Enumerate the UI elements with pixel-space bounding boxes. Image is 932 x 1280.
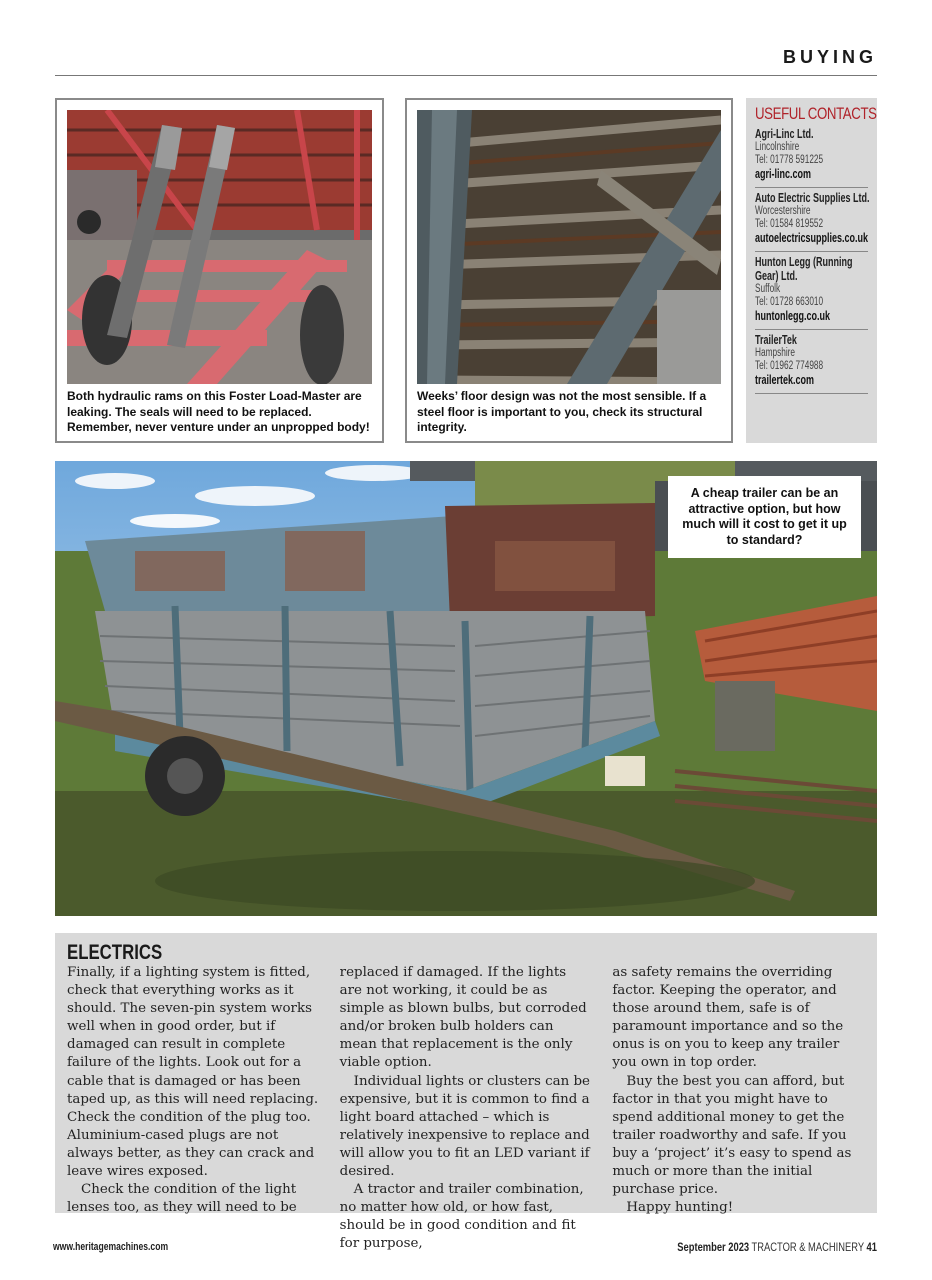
page-number: 41 — [866, 1240, 877, 1254]
article-paragraph: Happy hunting! — [626, 1200, 734, 1216]
contact-location: Lincolnshire — [755, 141, 800, 153]
article-paragraph: Finally, if a lighting system is fitted, check that everything works as it should. The seven-pin system works well when in good order, but if damaged can result in complete failure of the lights. Look out for a cable that is damaged or has been taped up, as this will need replacing. Check the condition of the plug too. Aluminium-cased plugs are not always better, as they can crack and leave wires exposed. — [67, 965, 319, 1180]
contact-location: Suffolk — [755, 283, 781, 295]
trailer-hero-photo — [55, 461, 877, 916]
photo-box-hydraulic-rams — [55, 98, 384, 443]
article-paragraph: as safety remains the overriding factor. Keeping the operator, and those around them, safe is of paramount importance and so the onus is on you to keep any trailer you own in top order. — [612, 965, 844, 1071]
article-column-1 — [67, 964, 320, 1254]
contact-name: TrailerTek — [755, 333, 797, 347]
contact-entry — [755, 252, 868, 330]
contact-website[interactable]: autoelectricsupplies.co.uk — [755, 231, 869, 245]
article-paragraph: Check the condition of the light lenses too, as they will need to be — [67, 1182, 297, 1216]
section-label: BUYING — [782, 47, 877, 67]
contact-phone: Tel: 01584 819552 — [755, 218, 824, 230]
hero-caption: A cheap trailer can be an attractive option, but how much will it cost to get it up to standard? — [668, 476, 861, 558]
contact-location: Hampshire — [755, 347, 796, 359]
contact-phone: Tel: 01778 591225 — [755, 154, 824, 166]
contact-website[interactable]: agri-linc.com — [755, 167, 812, 181]
footer-date: September 2023 — [677, 1240, 750, 1254]
footer-issue — [677, 1240, 877, 1254]
photo-caption: Weeks’ floor design was not the most sensible. If a steel floor is important to you, check its structural integrity. — [417, 389, 707, 434]
article-column-3 — [612, 964, 865, 1254]
footer-website[interactable]: www.heritagemachines.com — [53, 1241, 169, 1253]
header-rule — [55, 75, 877, 76]
contact-entry — [755, 188, 868, 252]
photo-caption: Both hydraulic rams on this Foster Load-Master are leaking. The seals will need to be replaced. Remember, never venture under an unpropped body! — [67, 389, 370, 434]
article-heading: ELECTRICS — [67, 941, 163, 964]
contact-phone: Tel: 01962 774988 — [755, 360, 824, 372]
contact-name: Agri-Linc Ltd. — [755, 127, 814, 141]
contact-entry — [755, 330, 868, 394]
contact-website[interactable]: trailertek.com — [755, 373, 815, 387]
hydraulic-rams-photo — [67, 110, 372, 384]
contacts-title: USEFUL CONTACTS — [755, 104, 877, 123]
contact-name: Auto Electric Supplies Ltd. — [755, 191, 870, 205]
useful-contacts-panel — [746, 98, 877, 443]
article-column-2 — [340, 964, 593, 1254]
article-paragraph: Buy the best you can afford, but factor in that you might have to spend additional money to get the trailer roadworthy and safe. If you buy a ‘project’ it’s easy to spend as much or more than the initial purchase price. — [612, 1073, 852, 1198]
contact-website[interactable]: huntonlegg.co.uk — [755, 309, 831, 323]
contact-phone: Tel: 01728 663010 — [755, 296, 824, 308]
contact-location: Worcestershire — [755, 205, 811, 217]
article-columns — [67, 964, 865, 1254]
contact-name: Hunton Legg (Running Gear) Ltd. — [755, 255, 853, 283]
article-paragraph: A tractor and trailer combination, no matter how old, or how fast, should be in good condition and fit for purpose, — [339, 1182, 584, 1252]
contact-entry — [755, 124, 868, 188]
floor-design-photo — [417, 110, 721, 384]
photo-box-floor-design — [405, 98, 733, 443]
footer-magazine: TRACTOR & MACHINERY — [751, 1240, 864, 1254]
article-paragraph: replaced if damaged. If the lights are not working, it could be as simple as blown bulbs, but corroded and/or broken bulb holders can mean that replacement is the only viable option. — [339, 965, 587, 1071]
article-paragraph: Individual lights or clusters can be expensive, but it is common to find a light board attached – which is relatively inexpensive to replace and will allow you to fit an LED variant if desired. — [339, 1073, 590, 1180]
